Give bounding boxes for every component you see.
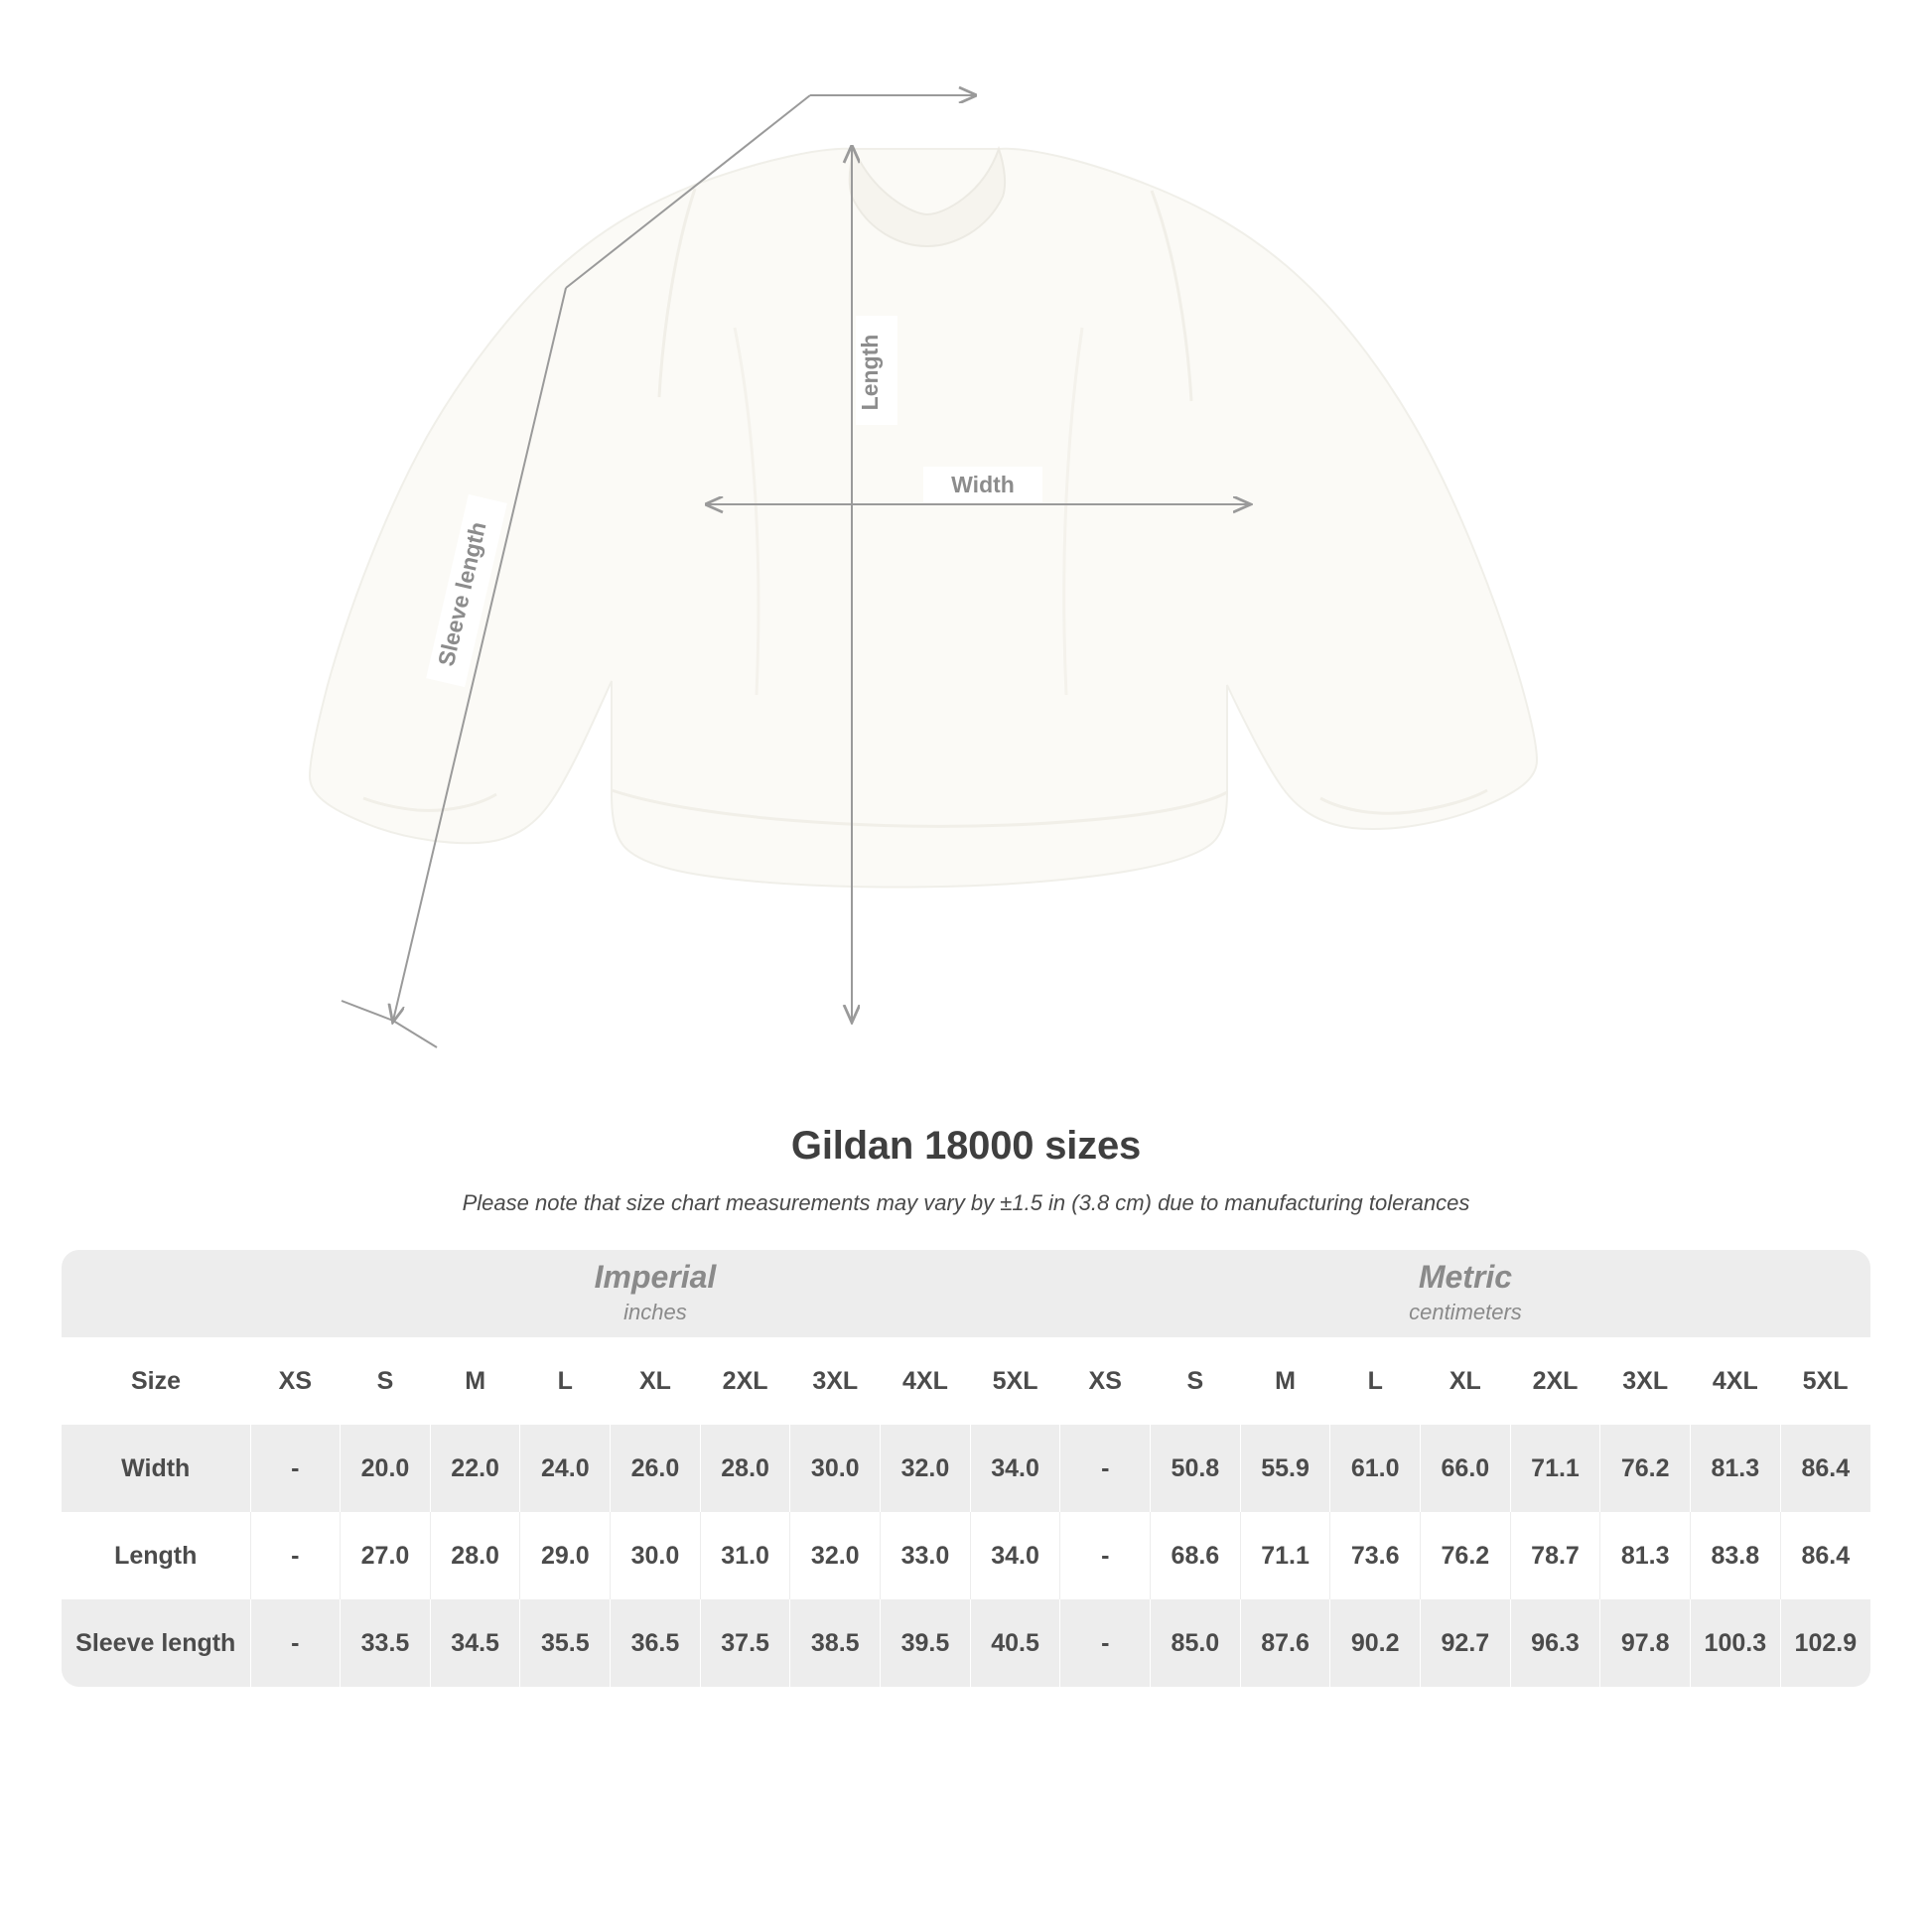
cell-sleeve-metric-5xl: 102.9 bbox=[1780, 1599, 1870, 1687]
cell-width-metric-4xl: 81.3 bbox=[1691, 1425, 1781, 1512]
cell-length-imperial-xl: 30.0 bbox=[611, 1512, 701, 1599]
header-metric-xl: XL bbox=[1421, 1337, 1511, 1425]
cell-width-imperial-l: 24.0 bbox=[520, 1425, 611, 1512]
cell-length-imperial-l: 29.0 bbox=[520, 1512, 611, 1599]
cell-width-metric-xl: 66.0 bbox=[1421, 1425, 1511, 1512]
title-block bbox=[0, 1124, 1932, 1216]
header-metric-m: M bbox=[1240, 1337, 1330, 1425]
cell-length-imperial-s: 27.0 bbox=[341, 1512, 431, 1599]
cell-width-imperial-xl: 26.0 bbox=[611, 1425, 701, 1512]
cell-length-metric-3xl: 81.3 bbox=[1600, 1512, 1691, 1599]
cell-width-metric-2xl: 71.1 bbox=[1510, 1425, 1600, 1512]
cell-width-metric-s: 50.8 bbox=[1151, 1425, 1241, 1512]
cell-length-metric-2xl: 78.7 bbox=[1510, 1512, 1600, 1599]
cell-sleeve-imperial-l: 35.5 bbox=[520, 1599, 611, 1687]
cell-sleeve-metric-2xl: 96.3 bbox=[1510, 1599, 1600, 1687]
header-metric-4xl: 4XL bbox=[1691, 1337, 1781, 1425]
cell-sleeve-metric-xl: 92.7 bbox=[1421, 1599, 1511, 1687]
cell-length-metric-5xl: 86.4 bbox=[1780, 1512, 1870, 1599]
length-label: Length bbox=[857, 334, 883, 411]
cell-sleeve-metric-m: 87.6 bbox=[1240, 1599, 1330, 1687]
cell-width-metric-l: 61.0 bbox=[1330, 1425, 1421, 1512]
header-metric-2xl: 2XL bbox=[1510, 1337, 1600, 1425]
unit-header-metric bbox=[1060, 1250, 1870, 1337]
cell-width-metric-m: 55.9 bbox=[1240, 1425, 1330, 1512]
cell-sleeve-imperial-5xl: 40.5 bbox=[970, 1599, 1060, 1687]
header-imperial-3xl: 3XL bbox=[790, 1337, 881, 1425]
cell-length-imperial-3xl: 32.0 bbox=[790, 1512, 881, 1599]
cell-sleeve-imperial-s: 33.5 bbox=[341, 1599, 431, 1687]
unit-header-spacer bbox=[62, 1250, 250, 1337]
cell-width-imperial-3xl: 30.0 bbox=[790, 1425, 881, 1512]
header-metric-xs: XS bbox=[1060, 1337, 1151, 1425]
cell-length-metric-m: 71.1 bbox=[1240, 1512, 1330, 1599]
cell-sleeve-imperial-m: 34.5 bbox=[430, 1599, 520, 1687]
table-row bbox=[62, 1425, 1870, 1512]
header-imperial-4xl: 4XL bbox=[881, 1337, 971, 1425]
size-table bbox=[62, 1250, 1870, 1687]
header-metric-s: S bbox=[1151, 1337, 1241, 1425]
header-size: Size bbox=[62, 1337, 250, 1425]
cell-width-metric-xs: - bbox=[1060, 1425, 1151, 1512]
row-label-sleeve-length: Sleeve length bbox=[62, 1599, 250, 1687]
tolerance-note: Please note that size chart measurements may vary by ±1.5 in (3.8 cm) due to manufacturing tolerances bbox=[462, 1190, 1470, 1215]
cell-width-metric-3xl: 76.2 bbox=[1600, 1425, 1691, 1512]
unit-metric-name: Metric bbox=[1418, 1259, 1513, 1296]
header-imperial-xl: XL bbox=[611, 1337, 701, 1425]
header-imperial-2xl: 2XL bbox=[700, 1337, 790, 1425]
cell-length-imperial-m: 28.0 bbox=[430, 1512, 520, 1599]
cell-width-imperial-s: 20.0 bbox=[341, 1425, 431, 1512]
row-label-width: Width bbox=[62, 1425, 250, 1512]
cell-width-imperial-m: 22.0 bbox=[430, 1425, 520, 1512]
cell-sleeve-metric-s: 85.0 bbox=[1151, 1599, 1241, 1687]
cell-length-imperial-5xl: 34.0 bbox=[970, 1512, 1060, 1599]
cell-sleeve-imperial-3xl: 38.5 bbox=[790, 1599, 881, 1687]
size-table-wrapper bbox=[62, 1250, 1870, 1687]
page-title: Gildan 18000 sizes bbox=[790, 1124, 1142, 1168]
sleeve-length-label: Sleeve length bbox=[432, 519, 491, 669]
cell-sleeve-imperial-4xl: 39.5 bbox=[881, 1599, 971, 1687]
cell-length-metric-s: 68.6 bbox=[1151, 1512, 1241, 1599]
cell-sleeve-imperial-xs: - bbox=[250, 1599, 341, 1687]
cell-width-imperial-5xl: 34.0 bbox=[970, 1425, 1060, 1512]
header-imperial-s: S bbox=[341, 1337, 431, 1425]
cell-length-imperial-2xl: 31.0 bbox=[700, 1512, 790, 1599]
cell-length-imperial-xs: - bbox=[250, 1512, 341, 1599]
cell-width-imperial-4xl: 32.0 bbox=[881, 1425, 971, 1512]
header-imperial-m: M bbox=[430, 1337, 520, 1425]
cell-sleeve-imperial-2xl: 37.5 bbox=[700, 1599, 790, 1687]
unit-imperial-sub: inches bbox=[623, 1299, 687, 1324]
unit-header-imperial bbox=[250, 1250, 1060, 1337]
width-label: Width bbox=[951, 472, 1015, 497]
header-metric-3xl: 3XL bbox=[1600, 1337, 1691, 1425]
cell-sleeve-imperial-xl: 36.5 bbox=[611, 1599, 701, 1687]
cell-length-metric-xl: 76.2 bbox=[1421, 1512, 1511, 1599]
header-imperial-xs: XS bbox=[250, 1337, 341, 1425]
header-metric-5xl: 5XL bbox=[1780, 1337, 1870, 1425]
unit-imperial-name: Imperial bbox=[594, 1259, 717, 1296]
unit-header-row bbox=[62, 1250, 1870, 1337]
cell-sleeve-metric-xs: - bbox=[1060, 1599, 1151, 1687]
cell-length-metric-xs: - bbox=[1060, 1512, 1151, 1599]
cell-sleeve-metric-3xl: 97.8 bbox=[1600, 1599, 1691, 1687]
cell-width-metric-5xl: 86.4 bbox=[1780, 1425, 1870, 1512]
header-imperial-l: L bbox=[520, 1337, 611, 1425]
unit-metric-sub: centimeters bbox=[1409, 1299, 1522, 1324]
table-row bbox=[62, 1599, 1870, 1687]
cell-width-imperial-xs: - bbox=[250, 1425, 341, 1512]
column-header-row bbox=[62, 1337, 1870, 1425]
cell-length-imperial-4xl: 33.0 bbox=[881, 1512, 971, 1599]
cell-length-metric-4xl: 83.8 bbox=[1691, 1512, 1781, 1599]
table-row bbox=[62, 1512, 1870, 1599]
cell-sleeve-metric-l: 90.2 bbox=[1330, 1599, 1421, 1687]
cell-length-metric-l: 73.6 bbox=[1330, 1512, 1421, 1599]
cell-sleeve-metric-4xl: 100.3 bbox=[1691, 1599, 1781, 1687]
cell-width-imperial-2xl: 28.0 bbox=[700, 1425, 790, 1512]
header-imperial-5xl: 5XL bbox=[970, 1337, 1060, 1425]
row-label-length: Length bbox=[62, 1512, 250, 1599]
header-metric-l: L bbox=[1330, 1337, 1421, 1425]
